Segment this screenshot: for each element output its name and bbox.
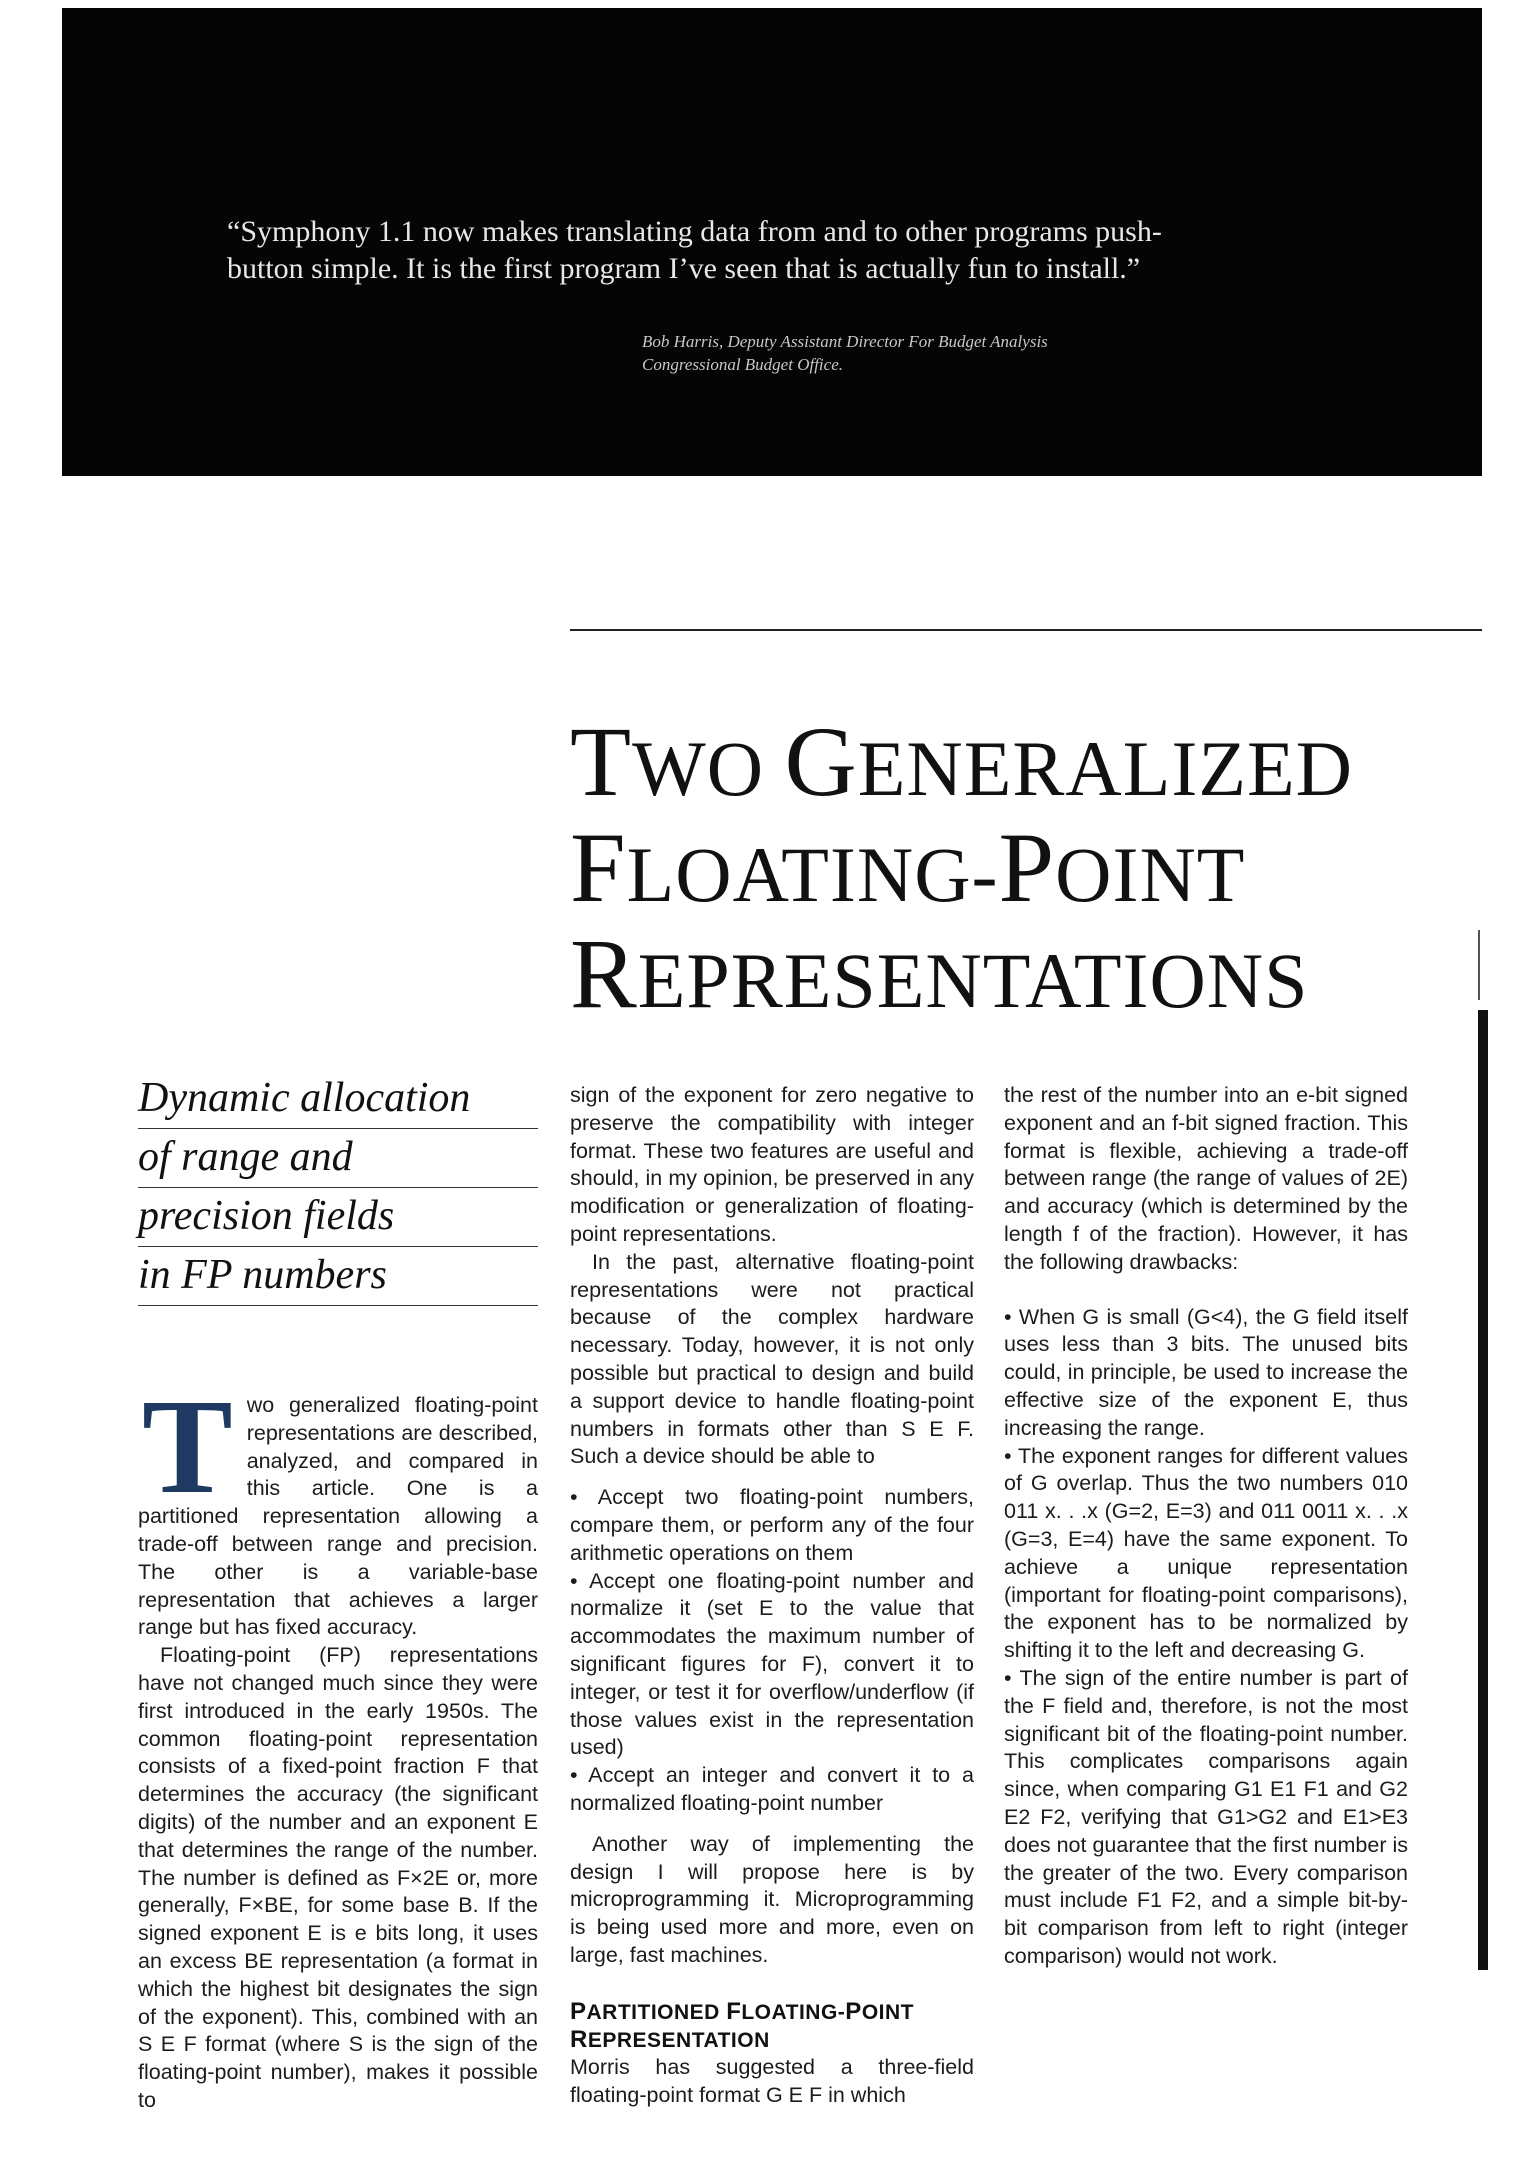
title-initial: P: [998, 812, 1056, 923]
body-paragraph: sign of the exponent for zero negative to preserve the compatibility with integer format. These two features are useful and should, in my opinion, be preserved in any modification or generalization of floating-point representations.: [570, 1083, 974, 1246]
deck-line: in FP numbers: [138, 1247, 538, 1306]
heading-initial: P: [845, 1997, 862, 2025]
bullet-item: • The sign of the entire number is part of the F field and, therefore, is not the most significant bit of the floating-point number. This complicates comparisons again since, when comparing G1 E1 F1 and G2 E2 F2, verifying that G1>G2 and E1>E3 does not guarantee that the first number is the greater of the two. Every comparison must include F1 F2, and a simple bit-by-bit comparison from left to right (integer comparison) would not work.: [1004, 1665, 1408, 1968]
deck-line: Dynamic allocation: [138, 1070, 538, 1129]
testimonial-quote: “Symphony 1.1 now makes translating data from and to other programs push-button simple. It is the first program I’ve seen that is actually fun to install.”: [227, 215, 1162, 285]
title-word: LOATING-: [626, 831, 999, 918]
body-paragraph: Floating-point (FP) representations have not changed much since they were first introduced in the early 1950s. The common floating-point representation consists of a fixed-point fraction F that determines the accuracy (the significant digits) of the number and an exponent E that determines the range of the number. The number is defined as F×2E or, more generally, F×BE, for some base B. If the signed exponent E is e bits long, it uses an excess BE representation (a format in which the highest bit designates the sign of the exponent). This, combined with an S E F format (where S is the sign of the floating-point number), makes it possible to: [138, 1643, 538, 2112]
body-paragraph: the rest of the number into an e-bit signed exponent and an f-bit signed fraction. This format is flexible, achieving a trade-off between range (the range of values of 2E) and accuracy (which is determined by the length f of the fraction). However, it has the following drawbacks:: [1004, 1083, 1408, 1274]
drop-cap: T: [142, 1372, 233, 1522]
spacer: [1004, 1277, 1408, 1304]
article-deck: [138, 1070, 538, 1306]
title-word: EPRESENTATIONS: [637, 937, 1309, 1024]
body-paragraph: In the past, alternative floating-point representations were not practical because of the complex hardware necessary. Today, however, it is not only possible but practical to design and build a support device to handle floating-point numbers in formats other than S E F. Such a device should be able to: [570, 1249, 974, 1469]
heading-initial: F: [726, 1997, 742, 2025]
heading-word: LOATING-: [741, 2000, 846, 2024]
bullet-item: • Accept one floating-point number and normalize it (set E to the value that accommodates the maximum number of significant figures for F), convert it to integer, or test it for overflow/underflow (if those values exist in the representation used): [570, 1568, 974, 1760]
title-line-1: [570, 706, 1500, 818]
intro-paragraph: wo generalized floating-point representations are described, analyzed, and compared in this article. One is a partitioned representation allowing a trade-off between range and precision. The other is a variable-base representation that achieves a larger range but has fixed accuracy.: [138, 1393, 538, 1640]
testimonial-attribution: [642, 330, 1282, 376]
title-initial: F: [570, 812, 627, 923]
title-initial: R: [570, 918, 638, 1029]
page-edge-bar: [1478, 1010, 1488, 1970]
body-column-2: [570, 1082, 974, 2109]
attribution-line-1: Bob Harris, Deputy Assistant Director For Budget Analysis: [642, 332, 1048, 351]
section-heading: [570, 1998, 974, 2054]
heading-word: EPRESENTATION: [587, 2028, 770, 2052]
page-edge-line: [1478, 930, 1480, 1000]
title-initial: G: [784, 706, 858, 817]
spacer: [570, 1471, 974, 1484]
body-column-3: [1004, 1082, 1408, 1971]
spacer: [570, 1818, 974, 1831]
title-word: OINT: [1055, 831, 1246, 918]
deck-line: precision fields: [138, 1188, 538, 1247]
deck-line: of range and: [138, 1129, 538, 1188]
bullet-item: • Accept an integer and convert it to a normalized floating-point number: [570, 1763, 974, 1815]
bullet-item: • Accept two floating-point numbers, compare them, or perform any of the four arithmetic operations on them: [570, 1485, 974, 1565]
article-title: [570, 706, 1500, 1030]
heading-initial: P: [570, 1997, 587, 2025]
heading-initial: R: [570, 2025, 588, 2053]
attribution-line-2: Congressional Budget Office.: [642, 355, 843, 374]
title-line-2: [570, 812, 1500, 924]
body-paragraph: Morris has suggested a three-field floating-point format G E F in which: [570, 2054, 974, 2107]
bullet-item: • The exponent ranges for different values of G overlap. Thus the two numbers 010 011 x. . .x (G=2, E=3) and 011 0011 x. . .x (G=3, E=4) have the same exponent. To achieve a unique representation (important for floating-point comparisons), the exponent has to be normalized by shifting it to the left and decreasing G.: [1004, 1443, 1408, 1663]
bullet-item: • When G is small (G<4), the G field itself uses less than 3 bits. The unused bits could, in principle, be used to increase the effective size of the exponent E, thus increasing the range.: [1004, 1304, 1408, 1440]
title-word: ENERALIZED: [857, 725, 1353, 812]
heading-word: ARTITIONED: [586, 2000, 727, 2024]
title-rule: [570, 629, 1482, 631]
title-line-3: [570, 918, 1500, 1030]
title-initial: T: [570, 706, 633, 817]
quote-banner: [62, 8, 1482, 476]
title-word: WO: [632, 725, 785, 812]
body-paragraph: Another way of implementing the design I will propose here is by microprogramming it. Microprogramming is being used more and more, even on large, fast machines.: [570, 1831, 974, 1967]
heading-word: OINT: [861, 2000, 914, 2024]
body-column-1: [138, 1372, 538, 2115]
